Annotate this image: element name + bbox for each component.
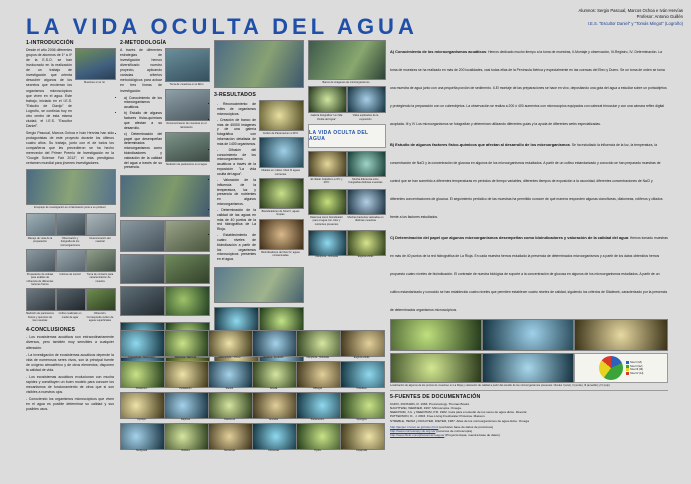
conclusion-2: - La investigación de ecosistemas acuáticos depende la vida de numerosos seres vivos, son la principal fuente de oxígeno atmosférico y de otros elementos; disponen la calidad de vida.: [26, 352, 114, 372]
specimen-image: [120, 423, 165, 450]
specimen-cell: [164, 423, 207, 453]
specimen-caption: Tardigrada: [135, 448, 148, 452]
specimen-caption: Rotifera: [181, 448, 190, 452]
specimen-image: [120, 392, 165, 419]
specimen-caption: Stentor: [225, 386, 234, 390]
specimen-caption: Ciliophora - Vorticella: [306, 356, 329, 359]
specimen-image-9: [308, 230, 347, 256]
pie-legend-label: Nivel II (42): [630, 364, 643, 368]
photo-lab-2: [56, 213, 86, 236]
specimen-image: [164, 423, 209, 450]
specimen-cell: [340, 423, 383, 453]
photo-colpidium-temp: [308, 151, 347, 177]
photo-sampling-ebro: [165, 48, 210, 82]
specimen-image: [296, 330, 341, 357]
micrograph-colpidium: [259, 100, 304, 131]
specimen-image: [340, 392, 385, 419]
specimen-image: [164, 330, 209, 357]
photo-lab-1: [26, 213, 56, 236]
right-micrograph-1: [390, 319, 482, 351]
intro-paragraph-2: Sergio Pascual, Marcos Ochoa e Iván Hervías han sido protagonistas de este proyecto durante los últimos cuatro años. Su trabajo, junto con el de todos los compañeros que les precedieron se ha hecho merecedor del Primer Premio de Investigación en la "Google Science Fair 2012", el más prestigioso certamen mundial para jóvenes investigadores.: [26, 131, 114, 166]
photo-field-3: [165, 254, 210, 284]
source-note-1: (exclusivo base de datos de protozoos): [439, 424, 494, 429]
photo-group-activity: [120, 175, 210, 217]
specimen-cell: [252, 330, 295, 360]
resultado-3: • - Difusión del conocimiento de los microorganismos acuáticos a través de la exposición "La vida oculta del agua".: [217, 148, 256, 177]
photo-lab-5: [56, 249, 86, 272]
chart-caption: Localización de algunos de los puntos de muestreo en La Rioja y valoración de calidad a partir del estudio de los microorganismos presentes. Niveles I (azul), II (verde), III (amarillo) y IV (rojo): [390, 384, 610, 387]
specimen-cell: [296, 361, 339, 391]
intro-paragraph-1: Desde el año 2006 diferentes grupos de alumnos de 1º a 4º de la E.S.O. se han involucrado en la realización de un trabajo de investigación que orienta descubrir algunos de los secretos que encierran los organismos microscópicos que viven en el agua. Este trabajo, iniciado en el I.E.S. "Estudio de Clavijo" de Logroño, se continúa hoy en otro centro de esta misma ciudad, el I.E.S. "Escultor Daniel".: [26, 48, 72, 128]
photo-micrograph-1: [165, 286, 210, 316]
specimen-image: [340, 330, 385, 357]
specimen-image: [296, 423, 341, 450]
authors-line2: Profesor: Antonio Guillén: [636, 14, 683, 20]
photo-bacteria: [347, 189, 386, 215]
specimen-caption: Arcella: [269, 386, 278, 390]
conclusion-1: - Los ecosistemas acuáticos son extraordinariamente diversos, pero también muy sensibles a cualquier alteración.: [26, 335, 114, 350]
specimen-cell: [340, 330, 383, 360]
specimen-image-10: [347, 230, 386, 256]
section-b: [390, 133, 668, 223]
reference-2: NACHTWEI, WERNER, 1997. Microscopía. Omega.: [390, 406, 462, 411]
metodologia-paragraph: A través de diferentes estrategias de investigación hemos diversificado nuestro proyecto, aplicando variadas criterios metodológicos para actuar en tres líneas de investigación:: [120, 48, 162, 93]
resultado-6: • - Establecimiento de cuatro niveles de bioindicación a partir de los organismos microscópicos presentes en el agua.: [217, 233, 256, 262]
pie-legend-label: Nivel IV (14): [630, 371, 644, 375]
caption-colpidium-temp: El ciliado Colpidium a 4ºC y 20ºC: [310, 178, 343, 185]
reference-4: PATTERSON, D., J. 2003. Free-Living Freshwater Protozoa. Masson.: [390, 414, 486, 419]
reference-1: KUDO, RICHARD, R. 1966. Protozoology. Thomas Books: [390, 401, 470, 406]
caption-diatom-indicator: Diatomea como bioindicador para el agua con color y nutrientes presentes: [310, 215, 343, 226]
bioindication-pie-chart: [574, 353, 668, 383]
specimen-label-9: Ciliophora - Vorticella: [315, 254, 338, 258]
specimen-caption: Chlorophyta - Volvox: [218, 356, 241, 359]
specimen-caption: Copepoda: [355, 448, 368, 452]
photo-fieldwork-1: [75, 48, 116, 80]
specimen-cell: [208, 361, 251, 391]
pie-legend-label: Nivel III (26): [630, 368, 644, 372]
micrograph-nivel4: [259, 219, 304, 250]
specimen-caption: Difflugia: [313, 386, 322, 390]
specimen-cell: [296, 423, 339, 453]
caption-gallery-1: Galería fotográfica "La Vida Oculta del Agua": [310, 114, 343, 121]
caption-image-bank: Banco de imágenes de microorganismos: [322, 81, 370, 84]
specimen-image: [340, 423, 385, 450]
source-link-2[interactable]: http://www.microscopy-uk.org.uk/: [390, 428, 436, 433]
heading-introduccion: 1-INTRODUCCIÓN: [26, 40, 74, 46]
section-a-text: : Hemos dedicado mucho tiempo a la toma de muestras, II-Montaje y observación, III-Registro, IV- Determinación. La toma de muestras se ha realizado en más de 200 localidades, casi todas ellas de la Península Ibérica y especialmente en las cuencas del Ebro y Duero. Se un toma de orden se toma una muestra de agua junto con una pequeña porción de sedimento. II-El montaje de las preparaciones se hace en vivo, depositando una gota del agua a estudiar sobre un portaobjetos y protegiendo la preparación con un cubreobjetos. La observación se realiza a 200 ó 400 aumentos con microscopios equipados con cabezal trinocular y con una cámara reflex digital acoplada. III y IV Los microorganismos se fotografían y determinan utilizando diferentes guías y la ayuda de diferentes webs especializadas.: [390, 50, 667, 126]
specimen-caption: Cladocera: [224, 417, 235, 421]
heading-metodologia: 2-METODOLOGÍA: [120, 40, 167, 46]
photo-water-measurement: [165, 132, 210, 162]
photo-lab-7: [26, 288, 56, 311]
source-note-2: (recursos de microscopía): [436, 428, 473, 433]
specimen-caption: Daphnia: [181, 417, 190, 421]
specimen-caption: Rotifera - Keratella: [263, 356, 284, 359]
caption-lab-9: Obtención. Corresponde cultivo de aguas superficiales: [86, 312, 114, 323]
specimen-caption: Amoeba: [269, 417, 278, 421]
resultado-5: • - Determinación de la calidad de las aguas en más de 40 puntos de la red hidrográfica de La Rioja.: [217, 208, 256, 232]
specimen-cell: [208, 392, 251, 422]
metodologia-item-a: • a) Conocimiento de los microorganismos acuáticos.: [124, 96, 162, 110]
specimen-caption: Philodina: [356, 386, 367, 390]
specimen-caption: Cyanophyta - Nostocales: [128, 356, 155, 359]
photo-field-2: [120, 254, 165, 284]
metodologia-item-b: • b) Estudio de algunos factores físico-químicos que afectan a su desarrollo.: [124, 111, 162, 130]
photo-team: [26, 169, 116, 205]
photo-lab-4: [26, 249, 56, 272]
right-micrograph-2: [482, 319, 574, 351]
caption-nivel4: Bioindicadores de Nivel IV, aguas contaminadas: [261, 250, 300, 258]
photo-lab-6: [86, 249, 116, 272]
specimen-image: [252, 392, 297, 419]
metodologia-item-c: • c) Determinación del papel que desempeñan determinados microorganismos como bioindicadores y valoración de la calidad del agua a través de su presencia.: [124, 132, 162, 170]
specimen-image: [252, 361, 297, 388]
reference-3: NEEDHAM, J.G. y NEEDHAM, P.R. 1982. Guía para el estudio de los seres de agua dulce. Reverté: [390, 410, 527, 415]
resultado-1: • - Reconocimiento de miles de organismos microscópicos.: [217, 102, 256, 116]
resultado-2: • - Creación de banco de más de 40000 imágenes y de una galería fotográfica con información detallada de más de 1400 organismos.: [217, 118, 256, 147]
caption-team: El equipo de investigación en el laboratorio junto a su profesor: [34, 206, 106, 210]
section-b-text: . Se ha estudiado la influencia de la luz, la temperatura, la concentración de NaCl y la concentración de glucosa en algunos de los microorganismos estudiados. A partir de un cultivo estandarizado y conocido se han preparado muestras de control que se han sometido a diferentes temperaturas en periodos de tiempo variables, diferentes tiempos de exposición a la oscuridad, diferentes concentraciones de NaCl y diferentes concentraciones de glucosa. El seguimiento periódico de las muestras ha permitido conocer de qué manera responden algunas cianofíceas, diatomeas, rotíferos y ciliados frente a los factores estudiados.: [390, 143, 663, 219]
caption-lab-7: Medición de parámetros físicos y químicos de las muestras: [26, 312, 54, 323]
specimen-cell: [164, 392, 207, 422]
specimen-image: [252, 330, 297, 357]
photo-diatom-indicator: [308, 189, 347, 215]
specimen-caption: Nematoda: [223, 448, 236, 452]
right-micrograph-3: [574, 319, 668, 351]
conclusion-3: - Los ecosistemas acuáticos evolucionan con mucha rapidez y constituyen un buen modelo para conocer los mecanismos de funcionamiento de otros que si son visibles a nuestros ojos.: [26, 374, 114, 395]
specimen-caption: Closterium: [135, 386, 148, 390]
specimen-cell: [340, 361, 383, 391]
specimen-image: [340, 361, 385, 388]
specimen-caption: Cyclops: [137, 417, 146, 421]
section-c-text: : Hemos tomado muestras en más de 40 puntos de la red hidrográfica de La Rioja. En cada muestra hemos estudiado la presencia de determinados microorganismos y a partir de los datos obtenidos hemos propuesto cuatro niveles de bioindicación. El contraste de nuestra biológica de soporte a la concentración de glucosa en algunos de los microorganismos estudiados. A partir de un cultivo estandarizado y conocido se han establecido cuatro niveles que permiten establecer cuatro niveles de calidad, siguiendo los criterios de Sládecek, caracterizado por la presencia de determinados organismos microscópicos.: [390, 236, 668, 312]
specimen-image: [164, 361, 209, 388]
caption-nivel2: Bioindicadores de Nivel II, aguas limpias: [261, 210, 300, 217]
photo-results-header: [214, 40, 304, 88]
page-title: LA VIDA OCULTA DEL AGUA: [26, 14, 418, 39]
photo-lab-8: [56, 288, 86, 311]
authors-block: [493, 8, 683, 27]
specimen-image: [208, 423, 253, 450]
column-resultados: [214, 40, 302, 373]
pie-legend: [626, 361, 644, 375]
specimen-cell: [164, 330, 207, 360]
right-micrograph-5: [482, 353, 574, 383]
heading-resultados: 3-RESULTADOS: [214, 92, 256, 98]
photo-instrument-1: [120, 286, 165, 316]
specimen-caption: Spirogyra: [356, 417, 367, 421]
source-link-3[interactable]: http://www.flickr.com/photos/microagua/: [390, 433, 445, 438]
caption-colpidium: Cultivo de Paramecium a 30ºC: [262, 132, 299, 135]
specimen-image: [120, 361, 165, 388]
specimen-caption: Euglena viridis: [353, 356, 370, 359]
right-micrograph-4: [390, 353, 482, 383]
photo-exhibition: [214, 267, 304, 303]
caption-diff-samples: Mucha diferencia entre fotografías distintas muestras: [348, 178, 383, 185]
photo-sample-prep: [165, 220, 210, 252]
caption-lab-2: Observación y fotografía de los microorganismos: [60, 236, 80, 247]
caption-sampling-ebro: Toma de muestras en el Ebro: [169, 83, 204, 86]
photo-lab-3: [86, 213, 116, 236]
photo-diff-samples: [347, 151, 386, 177]
specimen-caption: Hydra: [314, 448, 321, 452]
pie-legend-item: [626, 372, 644, 375]
specimen-image: [208, 330, 253, 357]
photo-image-bank: [308, 40, 386, 80]
section-c: [390, 226, 668, 316]
photo-gallery-2: [347, 86, 386, 113]
resultado-4: • - Valoración de la influencia de la temperatura, luz y presencia de nutrientes en algunos microorganismos.: [217, 178, 256, 207]
section-c-heading: C) Determinación del papel que algunos microorganismos desempeñan como bioindicadores y valoración de la calidad del agua: [390, 235, 629, 240]
heading-conclusiones: 4-CONCLUSIONES: [26, 327, 76, 334]
column-media: [308, 40, 384, 259]
specimen-image: [208, 392, 253, 419]
specimen-image: [120, 330, 165, 357]
source-link-1[interactable]: http://jasper.t.hosoi.ac.jp/index.html: [390, 424, 439, 429]
specimen-cell: [208, 423, 251, 453]
caption-lab-6: Toma de contacto para caracterización de muestra: [86, 272, 114, 283]
specimen-image: [208, 361, 253, 388]
micrograph-ciliados: [259, 137, 304, 168]
specimen-label-10: Euglena viridis: [357, 254, 374, 258]
specimen-cell: [164, 361, 207, 391]
specimen-image: [164, 392, 209, 419]
specimen-cell: [208, 330, 251, 360]
authors-line1: Alumnos: Sergio Pascual, Marcos Ochoa e Iván Hervías: [578, 8, 683, 13]
specimen-image: [296, 361, 341, 388]
specimen-cell: [252, 361, 295, 391]
section-b-heading: B) Estudio de algunos factores físico-químicos que afectan al desarrollo de los microorganismos: [390, 142, 570, 147]
heading-fuentes: 5-FUENTES DE DOCUMENTACIÓN: [390, 393, 481, 400]
specimen-cell: [120, 392, 163, 422]
caption-lab-8: Cultivo realizado en medio de agar: [58, 312, 82, 319]
column-methods-detail: [390, 40, 668, 437]
divider: [390, 390, 668, 391]
pie-legend-swatch: [626, 372, 629, 375]
specimen-cell: [120, 423, 163, 453]
micrograph-nivel2: [259, 178, 304, 209]
specimen-image: [296, 392, 341, 419]
specimen-cell: [296, 392, 339, 422]
caption-lab-3: Determinación del material: [89, 236, 111, 244]
caption-water-measurement: Medición de parámetros en el agua: [166, 163, 207, 167]
photo-microscope-work: [120, 220, 165, 252]
caption-lab-4: Preparación de células para análisis de influencia de diferentes factores físicos: [26, 272, 54, 286]
conclusion-4: - Conociendo los organismos microscópicos que viven en el agua es posible determinar su calidad y sus posibles usos.: [26, 397, 114, 412]
photo-gallery-1: [308, 86, 347, 113]
photo-lab-9: [86, 288, 116, 311]
specimen-caption: Pediastrum: [179, 386, 192, 390]
source-note-3: (Proyecto Aqua, nuestra base de datos): [445, 433, 500, 438]
caption-lab-5: Cultivos de control: [59, 272, 81, 276]
column-introduccion: [26, 40, 114, 412]
caption-bacteria: Muchas bacterias valoradas en distintas muestras: [347, 215, 384, 223]
pie-legend-label: Nivel I (18): [630, 361, 642, 365]
section-a-heading: A) Conocimiento de los microorganismos acuáticos: [390, 49, 487, 54]
section-a: [390, 40, 668, 130]
specimen-caption: Paramecium: [310, 417, 325, 421]
specimen-cell: [296, 330, 339, 360]
authors-line3: I.E.S. "Escultor Daniel" y "Tomás Mingot" (Logroño): [587, 20, 683, 26]
pie-slices: [599, 356, 623, 380]
specimen-gallery: [120, 330, 384, 453]
caption-lab-1: Manejo de vista de la preparación: [27, 236, 53, 244]
reference-5: STREBLE, HEINZ y KRAUTER, DIETER, 1987. Atlas de los microorganismos de agua dulce. Omega: [390, 418, 529, 423]
specimen-cell: [252, 423, 295, 453]
exhibition-banner: LA VIDA OCULTA DEL AGUA: [308, 124, 386, 148]
specimen-image: [252, 423, 297, 450]
specimen-cell: [252, 392, 295, 422]
specimen-cell: [340, 392, 383, 422]
caption-ciliados: Ciliados en cultivo. Nivel III aguas corrientes: [261, 169, 300, 176]
caption-gallery-2: Video explicativo de la exposición: [352, 114, 379, 121]
specimen-caption: Ostracoda: [267, 448, 280, 452]
photo-lab-identification: [165, 89, 210, 121]
specimen-caption: Diatomea - Navicula: [174, 356, 197, 359]
caption-lab-identification: Reconocimiento de muestras en el laboratorio: [166, 122, 207, 129]
specimen-cell: [120, 361, 163, 391]
specimen-cell: [120, 330, 163, 360]
caption-fieldwork-1: Muestreo en el río: [84, 81, 105, 84]
